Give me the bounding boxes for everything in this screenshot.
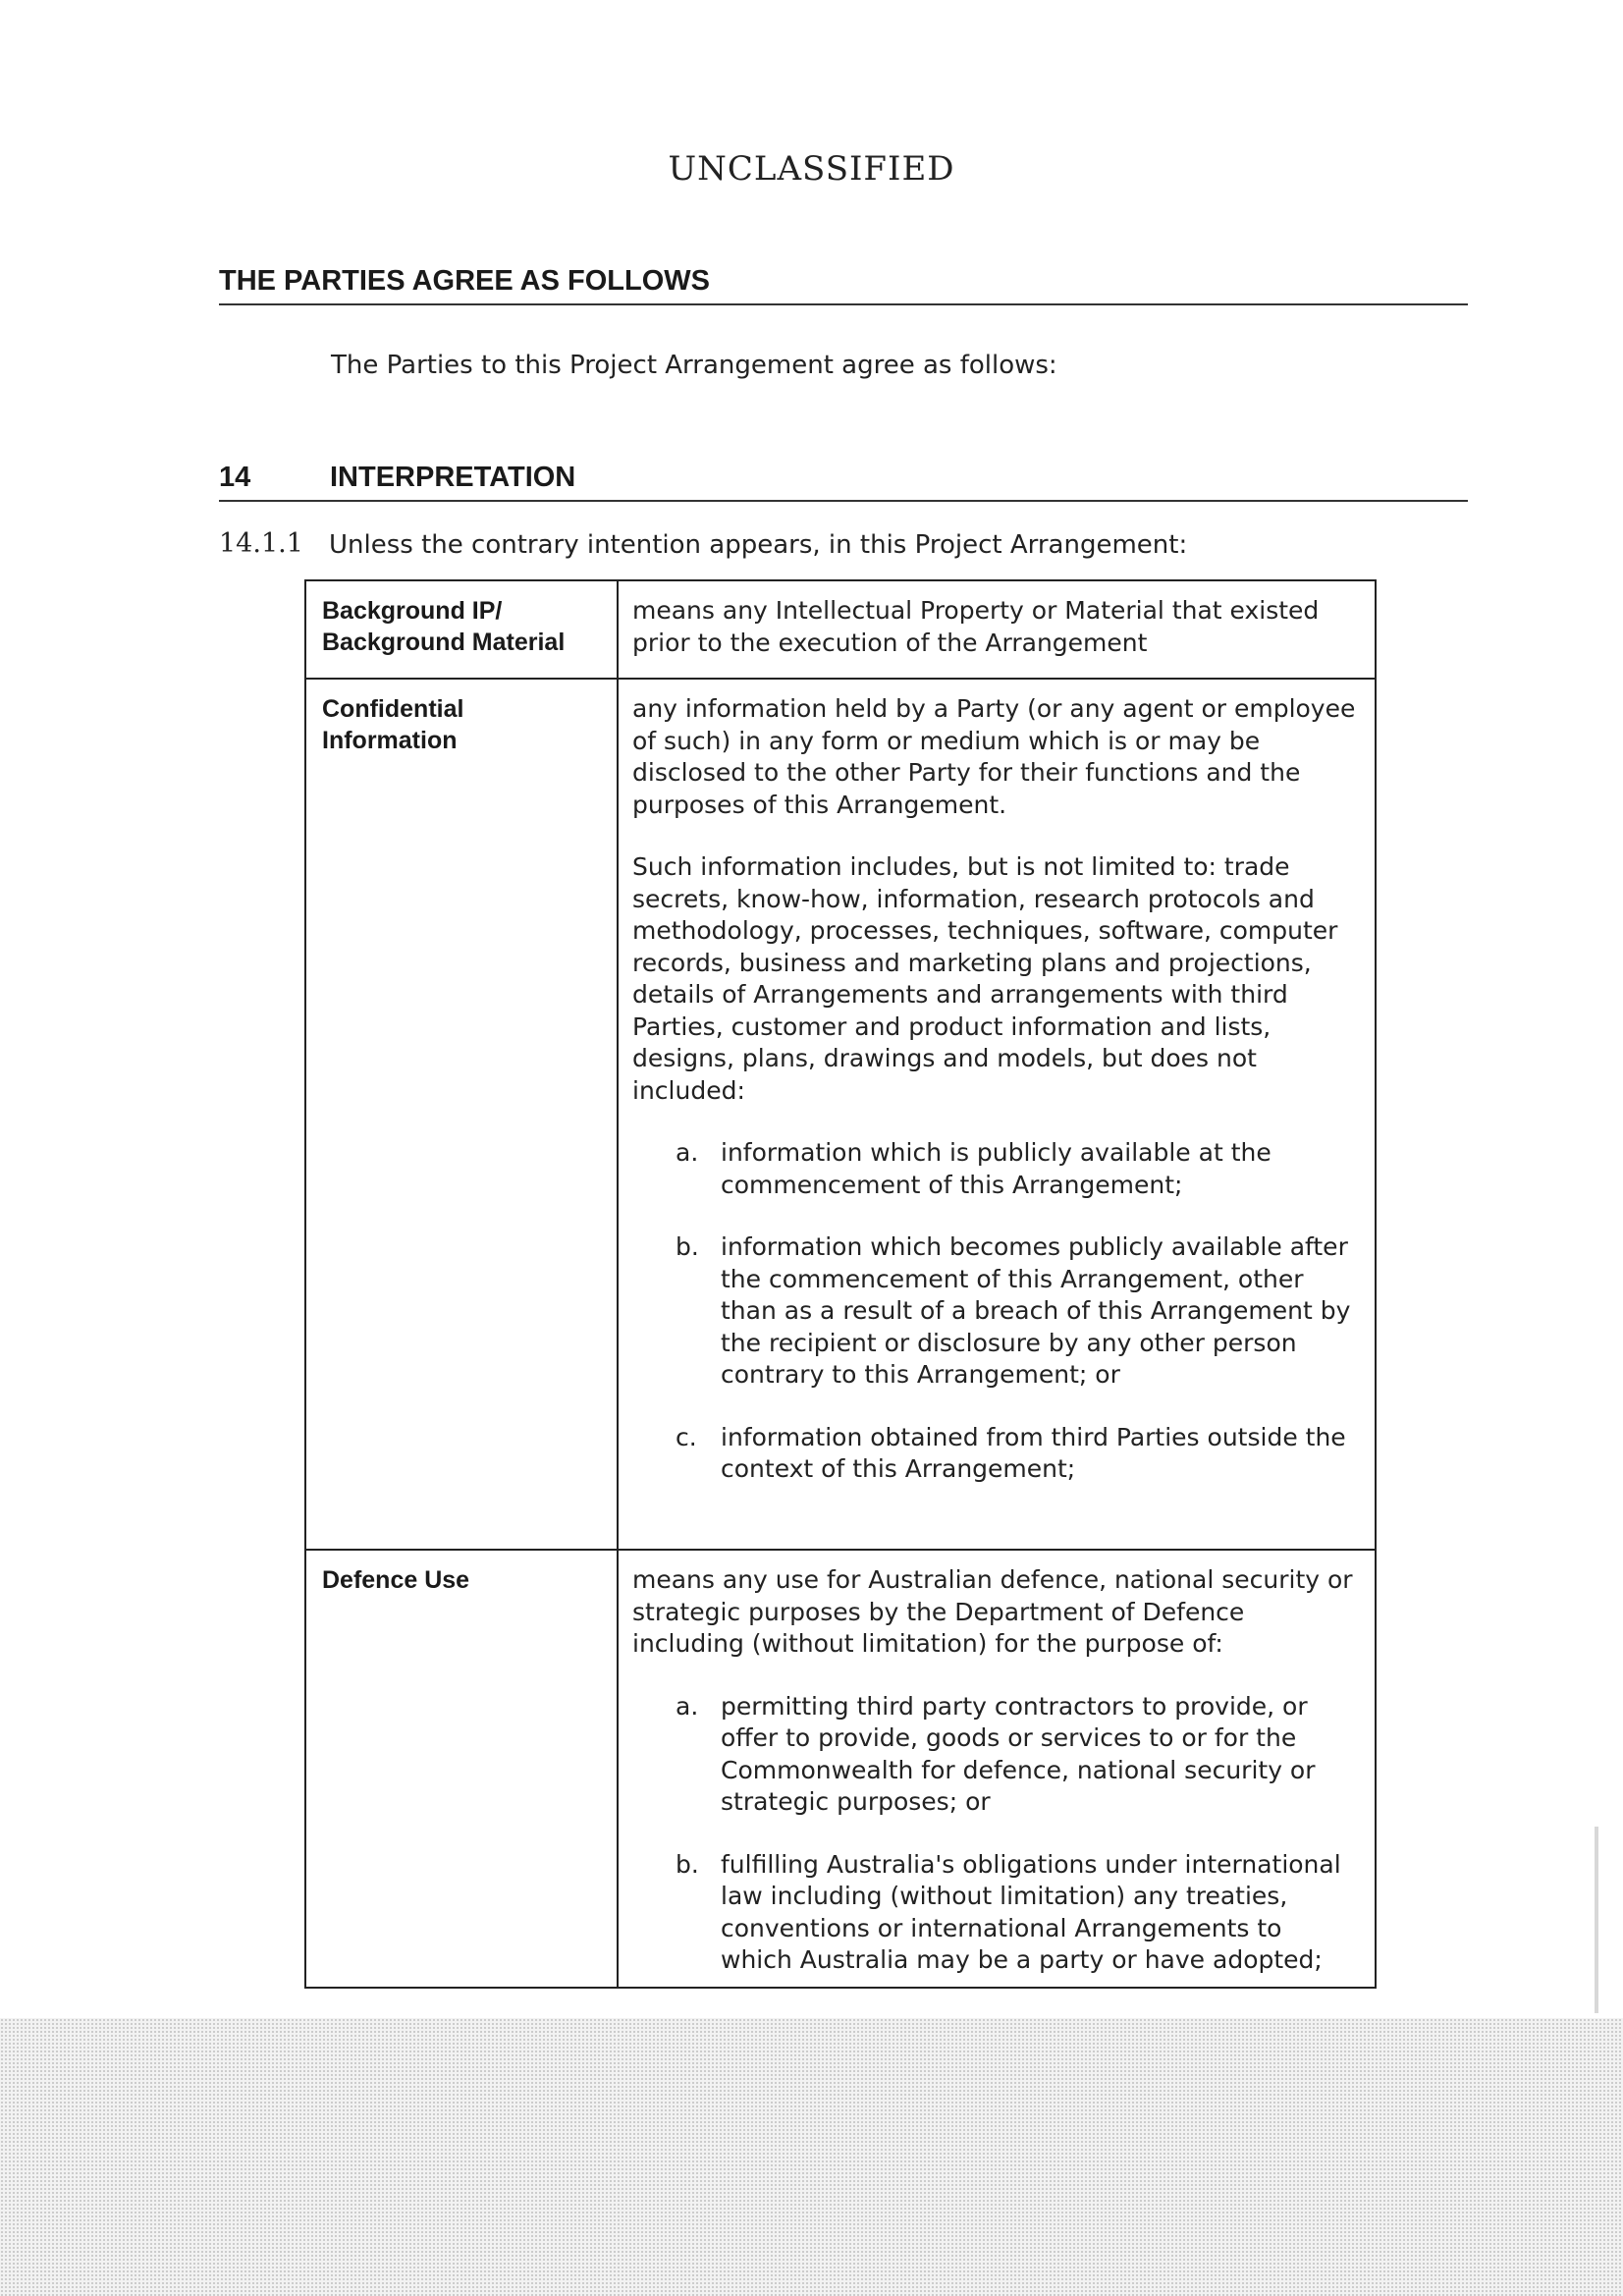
- clause-number: 14.1.1: [219, 528, 303, 559]
- list-item-letter: a.: [676, 1691, 699, 1721]
- definitions-table: [304, 579, 1377, 1989]
- definition-list-item: [632, 1849, 1359, 1977]
- definition-row: [306, 1551, 1375, 1989]
- list-item-text: information which becomes publicly available after the commencement of this Arrangement, other than as a result of a breach of this Arrangement by the recipient or disclosure by any other person contrary to this Arrangement; or: [721, 1232, 1351, 1389]
- definition-list-item: [632, 1231, 1359, 1392]
- definition-term-line: Information: [322, 727, 458, 754]
- definition-list-item: [632, 1691, 1359, 1819]
- definition-term: [306, 680, 619, 1549]
- list-item-letter: c.: [676, 1422, 697, 1451]
- definition-paragraph: means any Intellectual Property or Material that existed prior to the execution of the Arrangement: [632, 596, 1320, 657]
- list-item-letter: b.: [676, 1232, 699, 1261]
- section-heading-14: [219, 462, 1468, 502]
- definition-meaning: [619, 680, 1375, 1549]
- definition-list-item: [632, 1137, 1359, 1201]
- definition-meaning: [619, 581, 1375, 678]
- definition-paragraph: any information held by a Party (or any agent or employee of such) in any form or medium which is or may be disclosed to the other Party for their functions and the purposes of this Arrangement.: [632, 694, 1356, 819]
- section-title: INTERPRETATION: [330, 462, 576, 493]
- definition-term-line: Confidential: [322, 695, 464, 723]
- definition-list-item: [632, 1422, 1359, 1486]
- list-item-text: information which is publicly available at the commencement of this Arrangement;: [721, 1138, 1271, 1199]
- agree-intro-text: The Parties to this Project Arrangement agree as follows:: [331, 351, 1057, 380]
- definition-term-line: Defence Use: [322, 1566, 470, 1594]
- definition-term: [306, 1551, 619, 1987]
- definition-term-line: Background IP/: [322, 597, 503, 625]
- classification-marking: UNCLASSIFIED: [668, 149, 955, 189]
- definition-row: [306, 680, 1375, 1551]
- definition-paragraph: Such information includes, but is not limited to: trade secrets, know-how, information, research protocols and methodology, processes, techniques, software, computer records, business and marketing plans and projections, details of Arrangements and arrangements with third Parties, customer and product information and lists, designs, plans, drawings and models, but does not included:: [632, 852, 1338, 1105]
- section-title: THE PARTIES AGREE AS FOLLOWS: [219, 265, 710, 297]
- list-item-text: fulfilling Australia's obligations under international law including (without limitation) any treaties, conventions or international Arrangements to which Australia may be a party or have adopted;: [721, 1849, 1341, 1974]
- section-number: 14: [219, 462, 251, 493]
- definition-term: [306, 581, 619, 678]
- definition-paragraph: means any use for Australian defence, national security or strategic purposes by the Department of Defence including (without limitation) for the purpose of:: [632, 1565, 1353, 1658]
- scan-edge-mark: [1595, 1827, 1598, 2013]
- scan-noise-band: [0, 2018, 1623, 2296]
- list-item-letter: b.: [676, 1849, 699, 1879]
- definition-term-line: Background Material: [322, 629, 566, 656]
- section-heading-agree: [219, 265, 1468, 305]
- clause-text: Unless the contrary intention appears, in this Project Arrangement:: [329, 530, 1188, 560]
- list-item-text: permitting third party contractors to provide, or offer to provide, goods or services to or for the Commonwealth for defence, national security or strategic purposes; or: [721, 1691, 1316, 1816]
- definition-meaning: [619, 1551, 1375, 1987]
- definition-row: [306, 581, 1375, 680]
- list-item-letter: a.: [676, 1138, 699, 1167]
- list-item-text: information obtained from third Parties outside the context of this Arrangement;: [721, 1422, 1346, 1483]
